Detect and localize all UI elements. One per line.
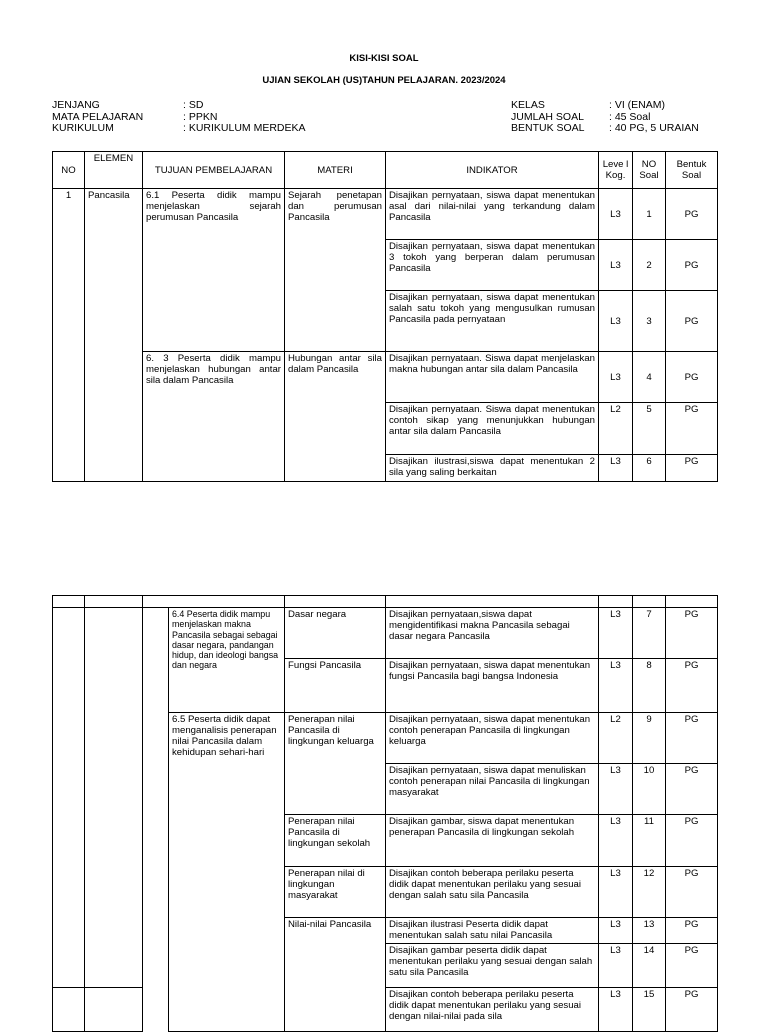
cell-bentuk: PG [666,988,718,1032]
cell-bentuk: PG [666,867,718,918]
cell-level: L2 [599,403,633,455]
cell-nosoal: 10 [633,764,666,815]
cell-bentuk: PG [666,352,718,403]
meta-value-bentuk-soal: : 40 PG, 5 URAIAN [609,122,699,134]
cell-nosoal: 15 [633,988,666,1032]
cell-indikator: Disajikan pernyataan, siswa dapat menentukan asal dari nilai-nilai yang terkandung dalam Pancasila [386,189,599,240]
cell-nosoal: 11 [633,815,666,867]
table-header-row [53,152,718,189]
document-title: KISI-KISI SOAL [349,53,419,64]
cell-nosoal: 5 [633,403,666,455]
cell-nosoal: 2 [633,240,666,291]
table-row [53,608,718,659]
cell-level: L3 [599,918,633,944]
cell-materi: Penerapan nilai Pancasila di lingkungan sekolah [285,815,386,867]
cell-indikator: Disajikan pernyataan, siswa dapat menentukan salah satu tokoh yang mengusulkan rumusan Pancasila pada pernyataan [386,291,599,352]
meta-value-jenjang: : SD [183,99,204,111]
cell-level: L3 [599,608,633,659]
header-no: NO [53,152,85,189]
header-bentuk: Bentuk Soal [666,152,718,189]
meta-label-kelas: KELAS [511,99,545,111]
cell-indikator: Disajikan ilustrasi,siswa dapat menentukan 2 sila yang saling berkaitan [386,455,599,482]
cell-bentuk: PG [666,659,718,713]
cell-level: L2 [599,713,633,764]
cell-materi: Penerapan nilai Pancasila di lingkungan keluarga [285,713,386,815]
cell-bentuk: PG [666,189,718,240]
meta-value-kelas: : VI (ENAM) [609,99,666,111]
meta-value-kurikulum: : KURIKULUM MERDEKA [183,122,306,134]
cell-level: L3 [599,189,633,240]
cell-materi: Fungsi Pancasila [285,659,386,713]
meta-label-kurikulum: KURIKULUM [52,122,114,134]
cell-level: L3 [599,455,633,482]
cell-bentuk: PG [666,918,718,944]
table-row [53,189,718,240]
cell-indikator: Disajikan pernyataan. Siswa dapat menentukan contoh sikap yang menunjukkan hubungan antar sila dalam Pancasila [386,403,599,455]
kisi-table-2 [52,595,718,1032]
cell-level: L3 [599,988,633,1032]
cell-bentuk: PG [666,403,718,455]
cell-level: L3 [599,352,633,403]
cell-indikator: Disajikan pernyataan. Siswa dapat menjelaskan makna hubungan antar sila dalam Pancasila [386,352,599,403]
meta-value-mapel: : PPKN [183,110,218,123]
cell-materi: Sejarah penetapan dan perumusan Pancasila [285,189,386,352]
cell-indikator: Disajikan gambar peserta didik dapat menentukan perilaku yang sesuai dengan salah satu sila Pancasila [386,944,599,988]
meta-left [52,100,306,135]
cell-nosoal: 4 [633,352,666,403]
cell-level: L3 [599,659,633,713]
cell-nosoal: 1 [633,189,666,240]
table-spacer-row [53,596,718,608]
cell-nosoal: 8 [633,659,666,713]
cell-nosoal: 7 [633,608,666,659]
cell-indikator: Disajikan pernyataan, siswa dapat menentukan fungsi Pancasila bagi bangsa Indonesia [386,659,599,713]
cell-nosoal: 12 [633,867,666,918]
cell-level: L3 [599,944,633,988]
cell-bentuk: PG [666,815,718,867]
cell-indikator: Disajikan pernyataan, siswa dapat menuliskan contoh penerapan nilai Pancasila di lingkungan masyarakat [386,764,599,815]
cell-indikator: Disajikan contoh beberapa perilaku peserta didik dapat menentukan perilaku yang sesuai dengan salah satu sila Pancasila [386,867,599,918]
table-row [53,352,718,403]
cell-bentuk: PG [666,608,718,659]
cell-nosoal: 3 [633,291,666,352]
meta-label-jumlah-soal: JUMLAH SOAL [511,110,584,123]
cell-indikator: Disajikan pernyataan, siswa dapat menentukan contoh penerapan Pancasila di lingkungan keluarga [386,713,599,764]
meta-right [511,100,699,135]
meta-label-bentuk-soal: BENTUK SOAL [511,122,585,134]
cell-bentuk: PG [666,713,718,764]
cell-level: L3 [599,815,633,867]
meta-label-jenjang: JENJANG [52,99,100,111]
cell-materi: Dasar negara [285,608,386,659]
header-tujuan: TUJUAN PEMBELAJARAN [143,152,285,189]
cell-nosoal: 6 [633,455,666,482]
cell-bentuk: PG [666,764,718,815]
cell-indikator: Disajikan pernyataan,siswa dapat mengidentifikasi makna Pancasila sebagai dasar negara Pancasila [386,608,599,659]
kisi-table-1 [52,151,718,482]
header-materi: MATERI [285,152,386,189]
header-indikator: INDIKATOR [386,152,599,189]
cell-nosoal: 9 [633,713,666,764]
cell-nosoal: 13 [633,918,666,944]
cell-no: 1 [53,189,85,482]
cell-indikator: Disajikan contoh beberapa perilaku peserta didik dapat menentukan perilaku yang sesuai dengan nilai-nilai pada sila [386,988,599,1032]
cell-tujuan: 6.5 Peserta didik dapat menganalisis penerapan nilai Pancasila dalam kehidupan sehari-hari [169,713,285,1032]
cell-materi: Hubungan antar sila dalam Pancasila [285,352,386,482]
cell-indikator: Disajikan pernyataan, siswa dapat menentukan 3 tokoh yang berperan dalam perumusan Pancasila [386,240,599,291]
cell-tujuan: 6.4 Peserta didik mampu menjelaskan makna Pancasila sebagai sebagai dasar negara, pandangan hidup, dan ideologi bangsa dan negara [169,608,285,713]
meta-label-mapel: MATA PELAJARAN [52,110,144,123]
header-level: Leve l Kog. [599,152,633,189]
cell-bentuk: PG [666,240,718,291]
cell-bentuk: PG [666,944,718,988]
cell-materi: Nilai-nilai Pancasila [285,918,386,1032]
cell-tujuan: 6.1 Peserta didik mampu menjelaskan sejarah perumusan Pancasila [143,189,285,352]
meta-value-jumlah-soal: : 45 Soal [609,110,651,123]
cell-level: L3 [599,240,633,291]
cell-bentuk: PG [666,291,718,352]
cell-nosoal: 14 [633,944,666,988]
document-subtitle: UJIAN SEKOLAH (US)TAHUN PELAJARAN. 2023/2024 [262,75,506,86]
cell-level: L3 [599,764,633,815]
cell-level: L3 [599,867,633,918]
cell-materi: Penerapan nilai di lingkungan masyarakat [285,867,386,918]
cell-indikator: Disajikan gambar, siswa dapat menentukan penerapan Pancasila di lingkungan sekolah [386,815,599,867]
cell-level: L3 [599,291,633,352]
header-elemen: ELEMEN [85,152,143,189]
cell-tujuan: 6. 3 Peserta didik mampu menjelaskan hubungan antar sila dalam Pancasila [143,352,285,482]
header-nosoal: NO Soal [633,152,666,189]
cell-elemen: Pancasila [85,189,143,482]
cell-bentuk: PG [666,455,718,482]
cell-indikator: Disajikan ilustrasi Peserta didik dapat menentukan salah satu nilai Pancasila [386,918,599,944]
